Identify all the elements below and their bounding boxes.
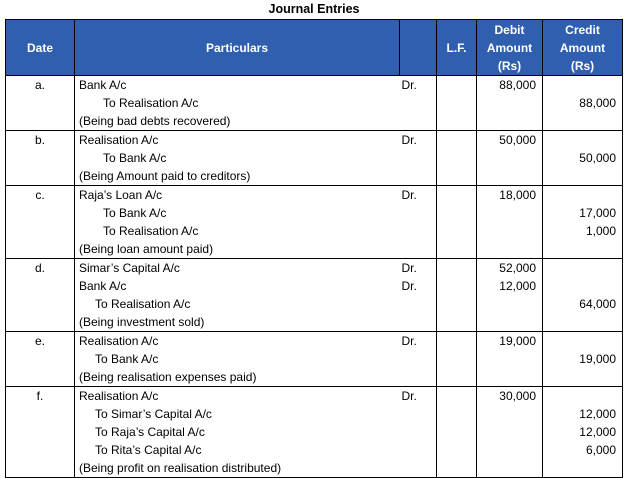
table-row — [6, 387, 623, 478]
dr-marker: Dr. — [401, 133, 417, 147]
entry-debit-cell — [477, 259, 543, 332]
lf-value — [437, 112, 476, 130]
entry-dr-cell — [400, 131, 437, 186]
entry-date: c. — [35, 188, 45, 202]
debit-amount — [477, 94, 536, 112]
debit-amount — [477, 295, 536, 313]
debit-amount — [477, 313, 536, 331]
credit-amount — [543, 459, 616, 477]
entry-debit-cell — [477, 131, 543, 186]
entry-dr-cell — [400, 259, 437, 332]
entry-credit-cell — [543, 259, 623, 332]
credit-amount — [543, 332, 616, 350]
dr-marker — [402, 149, 437, 167]
entry-date-cell — [6, 76, 75, 131]
entry-credit-cell — [543, 131, 623, 186]
entry-credit-cell — [543, 332, 623, 387]
particulars-line: Realisation A/c — [79, 389, 159, 403]
entry-lf-cell — [437, 76, 477, 131]
dr-marker — [402, 204, 437, 222]
entry-date-cell — [6, 259, 75, 332]
page-title: Journal Entries — [268, 2, 360, 16]
entry-credit-cell — [543, 186, 623, 259]
entry-lf-cell — [437, 131, 477, 186]
entry-particulars-cell — [75, 332, 400, 387]
table-row — [6, 131, 623, 186]
particulars-line: To Simar’s Capital A/c — [95, 407, 212, 421]
entry-date: b. — [34, 133, 45, 147]
debit-amount — [477, 459, 536, 477]
debit-amount: 30,000 — [499, 389, 536, 403]
dr-marker: Dr. — [401, 279, 417, 293]
lf-value — [437, 94, 476, 112]
entry-particulars-cell — [75, 131, 400, 186]
header-credit-line3: (Rs) — [570, 58, 595, 73]
entry-date-cell — [6, 186, 75, 259]
credit-amount — [543, 167, 616, 185]
debit-amount: 19,000 — [499, 334, 536, 348]
lf-value — [437, 368, 476, 386]
credit-amount — [543, 112, 616, 130]
particulars-line: Bank A/c — [79, 279, 127, 293]
credit-amount — [543, 277, 616, 295]
entry-particulars-cell — [75, 186, 400, 259]
debit-amount — [477, 167, 536, 185]
credit-amount — [543, 240, 616, 258]
table-row — [6, 186, 623, 259]
entry-particulars-cell — [75, 76, 400, 131]
dr-marker: Dr. — [401, 261, 417, 275]
particulars-line: Realisation A/c — [79, 334, 159, 348]
entry-date: a. — [34, 78, 45, 92]
dr-marker: Dr. — [401, 334, 417, 348]
entry-debit-cell — [477, 186, 543, 259]
dr-marker: Dr. — [401, 188, 417, 202]
credit-amount — [543, 131, 616, 149]
entry-date-cell — [6, 332, 75, 387]
particulars-line: To Realisation A/c — [103, 96, 199, 110]
table-row — [6, 76, 623, 131]
header-debit-line1: Debit — [494, 22, 525, 37]
credit-amount: 1,000 — [585, 224, 616, 238]
entry-debit-cell — [477, 387, 543, 478]
lf-value — [437, 350, 476, 368]
header-credit-line1: Credit — [565, 22, 600, 37]
lf-value — [437, 259, 476, 277]
entry-credit-cell — [543, 387, 623, 478]
particulars-line: Raja’s Loan A/c — [79, 188, 163, 202]
dr-marker — [402, 350, 437, 368]
particulars-line: To Bank A/c — [103, 206, 167, 220]
debit-amount — [477, 350, 536, 368]
debit-amount — [477, 222, 536, 240]
particulars-line: To Bank A/c — [103, 151, 167, 165]
entry-dr-cell — [400, 186, 437, 259]
particulars-line: (Being realisation expenses paid) — [79, 370, 257, 384]
lf-value — [437, 222, 476, 240]
lf-value — [437, 204, 476, 222]
credit-amount — [543, 259, 616, 277]
particulars-line: To Raja’s Capital A/c — [95, 425, 205, 439]
credit-amount: 50,000 — [579, 151, 616, 165]
entry-debit-cell — [477, 332, 543, 387]
credit-amount: 88,000 — [579, 96, 616, 110]
lf-value — [437, 131, 476, 149]
debit-amount — [477, 441, 536, 459]
debit-amount — [477, 423, 536, 441]
lf-value — [437, 313, 476, 331]
debit-amount: 52,000 — [499, 261, 536, 275]
particulars-line: To Realisation A/c — [103, 224, 199, 238]
particulars-line: To Rita’s Capital A/c — [95, 443, 202, 457]
entry-date: f. — [36, 389, 44, 403]
credit-amount — [543, 368, 616, 386]
debit-amount — [477, 405, 536, 423]
particulars-line: Simar’s Capital A/c — [79, 261, 180, 275]
lf-value — [437, 277, 476, 295]
particulars-line: (Being bad debts recovered) — [79, 114, 231, 128]
entry-date-cell — [6, 387, 75, 478]
lf-value — [437, 240, 476, 258]
entry-lf-cell — [437, 332, 477, 387]
debit-amount — [477, 149, 536, 167]
particulars-line: (Being Amount paid to creditors) — [79, 169, 251, 183]
entry-date-cell — [6, 131, 75, 186]
dr-marker — [402, 295, 437, 313]
debit-amount — [477, 368, 536, 386]
lf-value — [437, 295, 476, 313]
header-credit-line2: Amount — [559, 40, 606, 55]
particulars-line: To Realisation A/c — [95, 297, 191, 311]
lf-value — [437, 387, 476, 405]
dr-marker — [402, 94, 437, 112]
particulars-line: (Being investment sold) — [79, 315, 205, 329]
dr-marker — [402, 405, 437, 423]
lf-value — [437, 332, 476, 350]
particulars-line: To Bank A/c — [95, 352, 159, 366]
entry-credit-cell — [543, 76, 623, 131]
credit-amount — [543, 186, 616, 204]
entry-debit-cell — [477, 76, 543, 131]
lf-value — [437, 149, 476, 167]
entry-lf-cell — [437, 186, 477, 259]
entry-particulars-cell — [75, 387, 400, 478]
header-debit — [477, 20, 543, 76]
lf-value — [437, 186, 476, 204]
journal-table — [5, 19, 623, 478]
header-lf: L.F. — [437, 20, 477, 76]
credit-amount — [543, 387, 616, 405]
dr-marker — [402, 167, 437, 185]
debit-amount — [477, 112, 536, 130]
entry-date: d. — [34, 261, 45, 275]
dr-marker — [402, 222, 437, 240]
particulars-line: Realisation A/c — [79, 133, 159, 147]
entry-particulars-cell — [75, 259, 400, 332]
header-particulars: Particulars — [75, 20, 400, 76]
particulars-line: (Being loan amount paid) — [79, 242, 214, 256]
table-row — [6, 259, 623, 332]
entries-body — [6, 76, 623, 478]
dr-marker — [402, 313, 437, 331]
credit-amount: 64,000 — [579, 297, 616, 311]
dr-marker — [402, 423, 437, 441]
credit-amount: 19,000 — [579, 352, 616, 366]
credit-amount: 6,000 — [585, 443, 616, 457]
header-date: Date — [6, 20, 75, 76]
entry-lf-cell — [437, 259, 477, 332]
lf-value — [437, 423, 476, 441]
particulars-line: Bank A/c — [79, 78, 127, 92]
dr-marker — [402, 441, 437, 459]
dr-marker — [402, 368, 437, 386]
debit-amount: 88,000 — [499, 78, 536, 92]
dr-marker — [402, 112, 437, 130]
dr-marker — [402, 240, 437, 258]
lf-value — [437, 76, 476, 94]
entry-dr-cell — [400, 332, 437, 387]
header-row — [6, 20, 623, 76]
debit-amount — [477, 204, 536, 222]
debit-amount: 12,000 — [499, 279, 536, 293]
credit-amount — [543, 313, 616, 331]
header-credit — [543, 20, 623, 76]
lf-value — [437, 459, 476, 477]
dr-marker: Dr. — [401, 78, 417, 92]
credit-amount: 17,000 — [579, 206, 616, 220]
dr-marker: Dr. — [401, 389, 417, 403]
entry-dr-cell — [400, 387, 437, 478]
debit-amount: 50,000 — [499, 133, 536, 147]
header-debit-line2: Amount — [486, 40, 533, 55]
lf-value — [437, 405, 476, 423]
entry-lf-cell — [437, 387, 477, 478]
dr-marker — [402, 459, 437, 477]
debit-amount — [477, 240, 536, 258]
lf-value — [437, 167, 476, 185]
particulars-line: (Being profit on realisation distributed) — [79, 461, 282, 475]
entry-dr-cell — [400, 76, 437, 131]
credit-amount — [543, 76, 616, 94]
credit-amount: 12,000 — [579, 407, 616, 421]
entry-date: e. — [34, 334, 45, 348]
credit-amount: 12,000 — [579, 425, 616, 439]
debit-amount: 18,000 — [499, 188, 536, 202]
table-row — [6, 332, 623, 387]
lf-value — [437, 441, 476, 459]
header-debit-line3: (Rs) — [497, 58, 522, 73]
